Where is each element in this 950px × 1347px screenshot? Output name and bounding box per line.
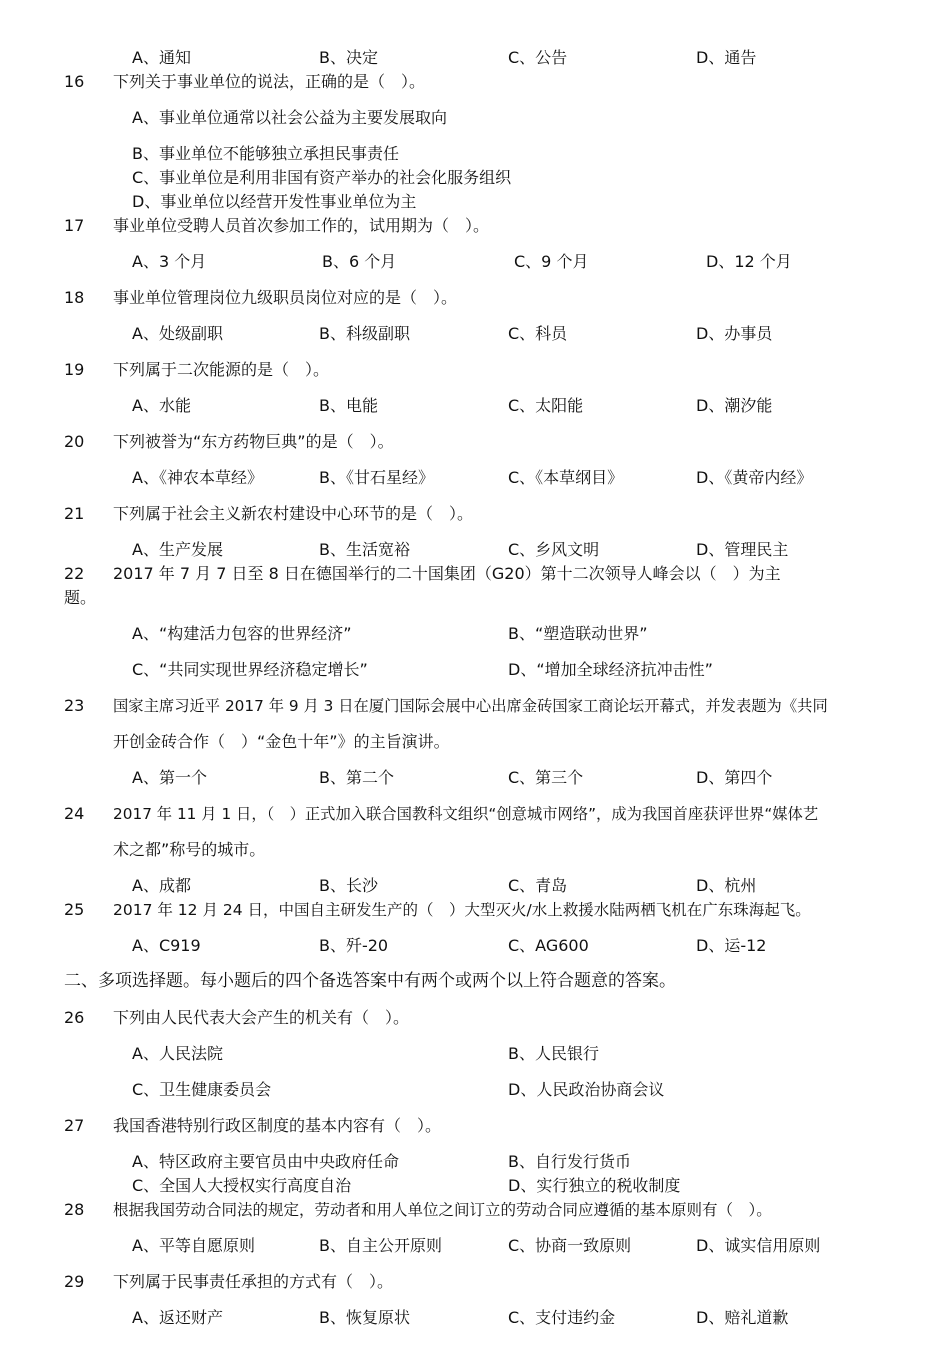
q29-option-d: D、赔礼道歉 (696, 1308, 789, 1327)
q20-option-a: A、《神农本草经》 (132, 468, 263, 487)
q21-option-a: A、生产发展 (132, 540, 223, 559)
q27-stem: 我国香港特别行政区制度的基本内容有（ ）。 (113, 1116, 442, 1135)
q22-option-b: B、“塑造联动世界” (508, 624, 648, 643)
q24-option-b: B、长沙 (319, 876, 378, 895)
q19-option-d: D、潮汐能 (696, 396, 773, 415)
q19-option-b: B、电能 (319, 396, 378, 415)
section-heading-multiple-choice: 二、多项选择题。每小题后的四个备选答案中有两个或两个以上符合题意的答案。 (64, 971, 676, 991)
q23-option-c: C、第三个 (508, 768, 584, 787)
q26-option-b: B、人民银行 (508, 1044, 599, 1063)
q23-stem-line2: 开创金砖合作（ ）“金色十年”》的主旨演讲。 (113, 732, 450, 751)
q22-stem-line1: 2017 年 7 月 7 日至 8 日在德国举行的二十国集团（G20）第十二次领导人峰会以（ ）为主 (113, 564, 781, 583)
q18-stem: 事业单位管理岗位九级职员岗位对应的是（ ）。 (113, 288, 458, 307)
q19-number: 19 (64, 360, 85, 379)
q15-option-c: C、公告 (508, 48, 568, 67)
q19-option-a: A、水能 (132, 396, 191, 415)
q24-option-c: C、青岛 (508, 876, 568, 895)
q25-option-d: D、运-12 (696, 936, 767, 955)
q17-option-c: C、9 个月 (514, 252, 589, 271)
q17-option-b: B、6 个月 (322, 252, 397, 271)
q21-option-b: B、生活宽裕 (319, 540, 410, 559)
q29-option-c: C、支付违约金 (508, 1308, 616, 1327)
q22-option-a: A、“构建活力包容的世界经济” (132, 624, 352, 643)
q21-number: 21 (64, 504, 85, 523)
q28-option-b: B、自主公开原则 (319, 1236, 442, 1255)
q27-option-d: D、实行独立的税收制度 (508, 1176, 681, 1195)
q18-option-c: C、科员 (508, 324, 568, 343)
q15-option-d: D、通告 (696, 48, 757, 67)
q22-number: 22 (64, 564, 85, 583)
q26-stem: 下列由人民代表大会产生的机关有（ ）。 (113, 1008, 410, 1027)
q23-number: 23 (64, 696, 85, 715)
q25-number: 25 (64, 900, 85, 919)
q16-stem: 下列关于事业单位的说法，正确的是（ ）。 (113, 72, 426, 91)
q26-number: 26 (64, 1008, 85, 1027)
q17-option-a: A、3 个月 (132, 252, 207, 271)
q23-option-b: B、第二个 (319, 768, 394, 787)
q17-number: 17 (64, 216, 85, 235)
q25-option-b: B、歼-20 (319, 936, 389, 955)
q22-option-d: D、“增加全球经济抗冲击性” (508, 660, 713, 679)
q20-number: 20 (64, 432, 85, 451)
q21-option-d: D、管理民主 (696, 540, 789, 559)
q16-number: 16 (64, 72, 85, 91)
q27-number: 27 (64, 1116, 85, 1135)
q28-option-c: C、协商一致原则 (508, 1236, 632, 1255)
q29-option-a: A、返还财产 (132, 1308, 223, 1327)
q17-option-d: D、12 个月 (706, 252, 792, 271)
q23-option-d: D、第四个 (696, 768, 773, 787)
q20-option-b: B、《甘石星经》 (319, 468, 434, 487)
q21-stem: 下列属于社会主义新农村建设中心环节的是（ ）。 (113, 504, 474, 523)
q24-stem-line2: 术之都”称号的城市。 (113, 840, 266, 859)
q15-option-b: B、决定 (319, 48, 378, 67)
q27-option-b: B、自行发行货币 (508, 1152, 631, 1171)
q24-option-a: A、成都 (132, 876, 191, 895)
q17-stem: 事业单位受聘人员首次参加工作的，试用期为（ ）。 (113, 216, 490, 235)
q23-stem-line1: 国家主席习近平 2017 年 9 月 3 日在厦门国际会展中心出席金砖国家工商论坛开幕式，并发表题为《共同 (113, 697, 828, 715)
q22-option-c: C、“共同实现世界经济稳定增长” (132, 660, 368, 679)
q15-option-a: A、通知 (132, 48, 191, 67)
q24-stem-line1: 2017 年 11 月 1 日，（ ）正式加入联合国教科文组织“创意城市网络”，成为我国首座获评世界“媒体艺 (113, 805, 819, 823)
q28-option-d: D、诚实信用原则 (696, 1236, 821, 1255)
q28-stem: 根据我国劳动合同法的规定，劳动者和用人单位之间订立的劳动合同应遵循的基本原则有（ ）。 (113, 1201, 772, 1219)
q18-option-a: A、处级副职 (132, 324, 223, 343)
q29-number: 29 (64, 1272, 85, 1291)
q23-option-a: A、第一个 (132, 768, 207, 787)
q16-option-c: C、事业单位是利用非国有资产举办的社会化服务组织 (132, 168, 512, 187)
q20-option-d: D、《黄帝内经》 (696, 468, 813, 487)
q25-stem: 2017 年 12 月 24 日，中国自主研发生产的（ ）大型灭火/水上救援水陆两栖飞机在广东珠海起飞。 (113, 901, 811, 919)
q22-stem-line2: 题。 (64, 588, 97, 607)
q16-option-b: B、事业单位不能够独立承担民事责任 (132, 144, 399, 163)
q18-option-b: B、科级副职 (319, 324, 410, 343)
q29-stem: 下列属于民事责任承担的方式有（ ）。 (113, 1272, 394, 1291)
q26-option-d: D、人民政治协商会议 (508, 1080, 665, 1099)
q27-option-c: C、全国人大授权实行高度自治 (132, 1176, 352, 1195)
q19-stem: 下列属于二次能源的是（ ）。 (113, 360, 330, 379)
q21-option-c: C、乡风文明 (508, 540, 600, 559)
q24-option-d: D、杭州 (696, 876, 757, 895)
q18-option-d: D、办事员 (696, 324, 773, 343)
q28-number: 28 (64, 1200, 85, 1219)
q20-stem: 下列被誉为“东方药物巨典”的是（ ）。 (113, 432, 394, 451)
q26-option-a: A、人民法院 (132, 1044, 223, 1063)
q26-option-c: C、卫生健康委员会 (132, 1080, 272, 1099)
q18-number: 18 (64, 288, 85, 307)
q25-option-a: A、C919 (132, 936, 201, 955)
q24-number: 24 (64, 804, 85, 823)
q16-option-a: A、事业单位通常以社会公益为主要发展取向 (132, 108, 447, 127)
q28-option-a: A、平等自愿原则 (132, 1236, 255, 1255)
q20-option-c: C、《本草纲目》 (508, 468, 624, 487)
q25-option-c: C、AG600 (508, 936, 589, 955)
q19-option-c: C、太阳能 (508, 396, 584, 415)
q27-option-a: A、特区政府主要官员由中央政府任命 (132, 1152, 399, 1171)
q29-option-b: B、恢复原状 (319, 1308, 410, 1327)
q16-option-d: D、事业单位以经营开发性事业单位为主 (132, 192, 417, 211)
